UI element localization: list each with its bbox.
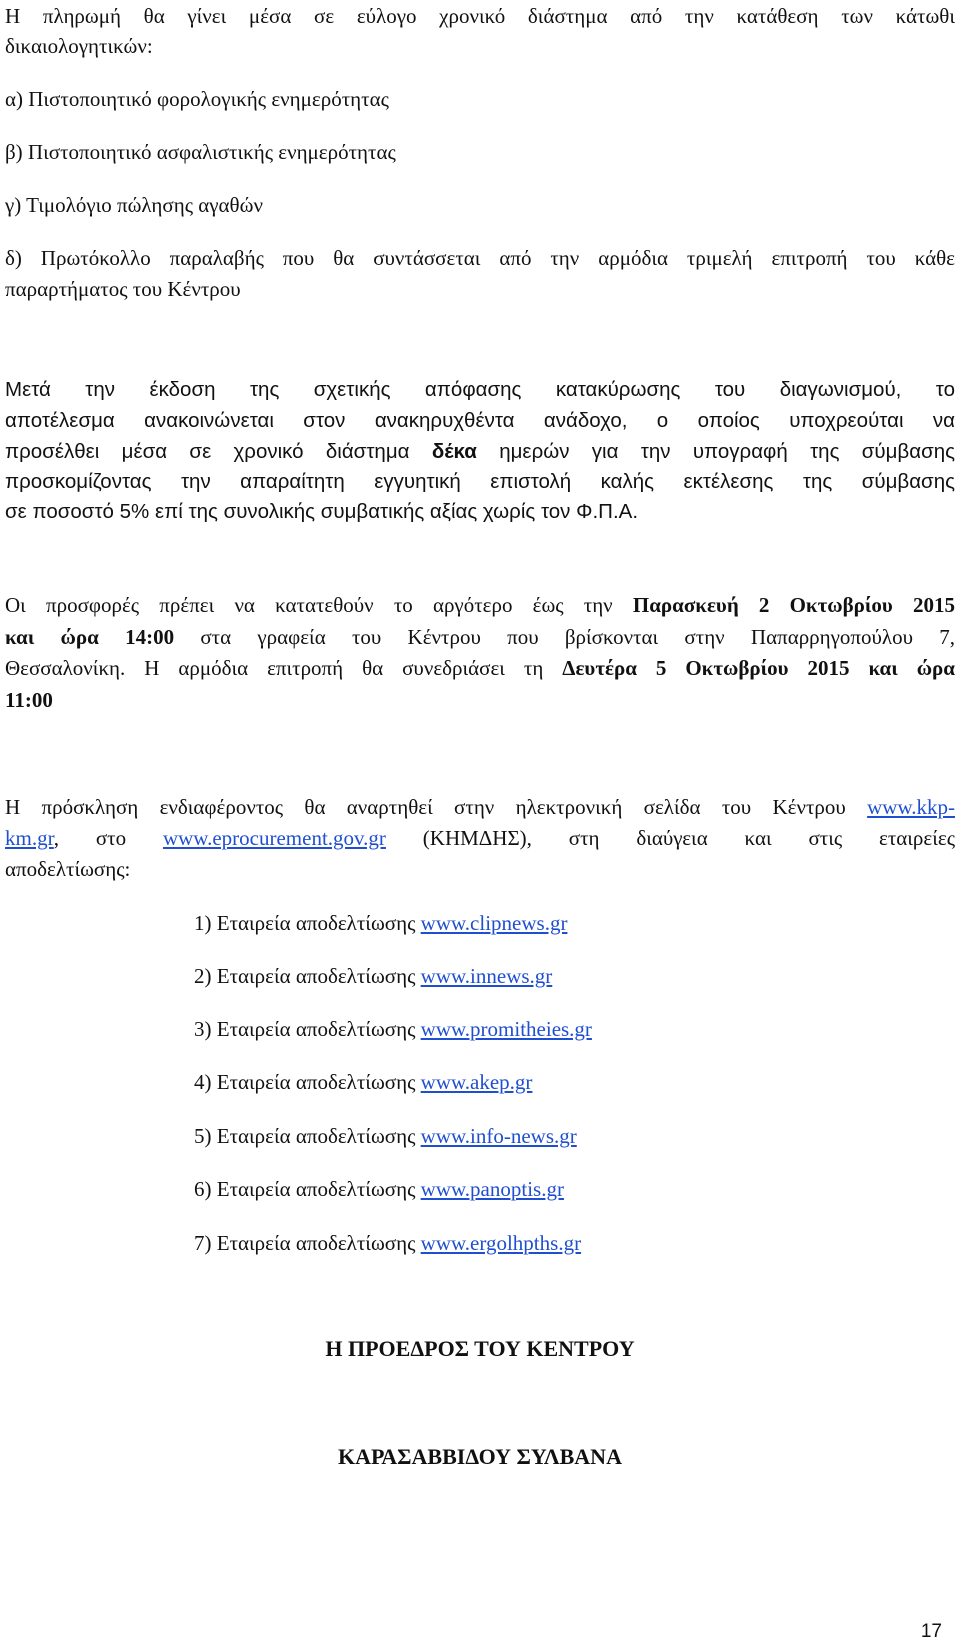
- signature-name: ΚΑΡΑΣΑΒΒΙΔΟΥ ΣΥΛΒΑΝΑ: [338, 1444, 622, 1469]
- publication-line-2-post: (ΚΗΜΔΗΣ), στη διαύγεια και στις εταιρείες: [422, 826, 956, 850]
- publication-line-2-mid: , στο: [53, 826, 127, 850]
- publication-line-2: [5, 826, 955, 850]
- agency-item: [194, 1124, 577, 1148]
- agency-link-akep[interactable]: www.akep.gr: [420, 1070, 533, 1094]
- publication-line-2-start: [5, 826, 126, 850]
- offers-deadline-date: Παρασκευή 2 Οκτωβρίου 2015: [632, 593, 956, 617]
- page-number: 17: [920, 1621, 942, 1642]
- award-line-1: Μετά την έκδοση της σχετικής απόφασης κατακύρωσης του διαγωνισμού, το: [5, 378, 955, 401]
- agency-label: 6) Εταιρεία αποδελτίωσης: [194, 1177, 416, 1201]
- agency-item: [194, 911, 567, 935]
- offers-deadline-time: και ώρα 14:00: [5, 625, 175, 649]
- kkp-km-link-part-1[interactable]: www.kkp-: [867, 795, 955, 819]
- agency-label: 5) Εταιρεία αποδελτίωσης: [194, 1124, 416, 1148]
- award-line-2: αποτέλεσμα ανακοινώνεται στον ανακηρυχθέντα ανάδοχο, ο οποίος υποχρεούται να: [5, 409, 955, 432]
- kkp-km-link-part-2[interactable]: km.gr: [5, 826, 54, 850]
- award-line-3: [5, 440, 955, 464]
- award-line-3-pre: προσέλθει μέσα σε χρονικό διάστημα: [5, 440, 410, 463]
- publication-line-3: αποδελτίωσης:: [5, 857, 131, 881]
- payment-doc-c: γ) Τιμολόγιο πώλησης αγαθών: [5, 193, 263, 217]
- offers-line-3-pre: Θεσσαλονίκη. Η αρμόδια επιτροπή θα συνεδριάσει τη: [5, 656, 544, 680]
- offers-line-1: [5, 593, 955, 617]
- agency-link-innews[interactable]: www.innews.gr: [420, 964, 553, 988]
- publication-line-1: [5, 795, 955, 819]
- agency-link-panoptis[interactable]: www.panoptis.gr: [420, 1177, 564, 1201]
- offers-line-2: [5, 625, 955, 649]
- award-deadline-days: δέκα: [431, 440, 477, 463]
- agency-label: 7) Εταιρεία αποδελτίωσης: [194, 1231, 416, 1255]
- offers-line-1-pre: Οι προσφορές πρέπει να κατατεθούν το αργότερο έως την: [5, 593, 613, 617]
- agency-item: [194, 964, 552, 988]
- agency-label: 4) Εταιρεία αποδελτίωσης: [194, 1070, 416, 1094]
- payment-doc-b: β) Πιστοποιητικό ασφαλιστικής ενημερότητας: [5, 140, 396, 164]
- payment-doc-d: δ) Πρωτόκολλο παραλαβής που θα συντάσσεται από την αρμόδια τριμελή επιτροπή του κάθε: [5, 246, 955, 270]
- signature-title: Η ΠΡΟΕΔΡΟΣ ΤΟΥ ΚΕΝΤΡΟΥ: [325, 1336, 635, 1361]
- offers-line-2-post: στα γραφεία του Κέντρου που βρίσκονται στην Παπαρρηγοπούλου 7,: [200, 625, 955, 649]
- agency-label: 2) Εταιρεία αποδελτίωσης: [194, 964, 416, 988]
- agency-link-clipnews[interactable]: www.clipnews.gr: [420, 911, 568, 935]
- agency-item: [194, 1070, 532, 1094]
- payment-intro-line-2: δικαιολογητικών:: [5, 34, 153, 58]
- award-line-5: σε ποσοστό 5% επί της συνολικής συμβατικής αξίας χωρίς τον Φ.Π.Α.: [5, 500, 639, 523]
- publication-line-1-pre: Η πρόσκληση ενδιαφέροντος θα αναρτηθεί στην ηλεκτρονική σελίδα του Κέντρου: [5, 795, 846, 819]
- payment-doc-a: α) Πιστοποιητικό φορολογικής ενημερότητας: [5, 87, 389, 111]
- agency-link-info-news[interactable]: www.info-news.gr: [420, 1124, 577, 1148]
- offers-line-3: [5, 656, 955, 680]
- award-line-3-post: ημερών για την υπογραφή της σύμβασης: [499, 440, 956, 463]
- agency-link-promitheies[interactable]: www.promitheies.gr: [420, 1017, 592, 1041]
- payment-intro-line-1: Η πληρωμή θα γίνει μέσα σε εύλογο χρονικό διάστημα από την κατάθεση των κάτωθι: [5, 4, 955, 28]
- award-line-4: προσκομίζοντας την απαραίτητη εγγυητική επιστολή καλής εκτέλεσης της σύμβασης: [5, 470, 955, 493]
- committee-meeting-date: Δευτέρα 5 Οκτωβρίου 2015 και ώρα: [562, 656, 956, 680]
- agency-link-ergolhpths[interactable]: www.ergolhpths.gr: [420, 1231, 582, 1255]
- agency-item: [194, 1177, 564, 1201]
- eprocurement-link[interactable]: www.eprocurement.gov.gr: [162, 826, 386, 850]
- agency-label: 1) Εταιρεία αποδελτίωσης: [194, 911, 416, 935]
- payment-doc-d-cont: παραρτήματος του Κέντρου: [5, 277, 241, 301]
- agency-item: [194, 1231, 581, 1255]
- committee-meeting-time: 11:00: [5, 688, 53, 712]
- agency-label: 3) Εταιρεία αποδελτίωσης: [194, 1017, 416, 1041]
- agency-item: [194, 1017, 592, 1041]
